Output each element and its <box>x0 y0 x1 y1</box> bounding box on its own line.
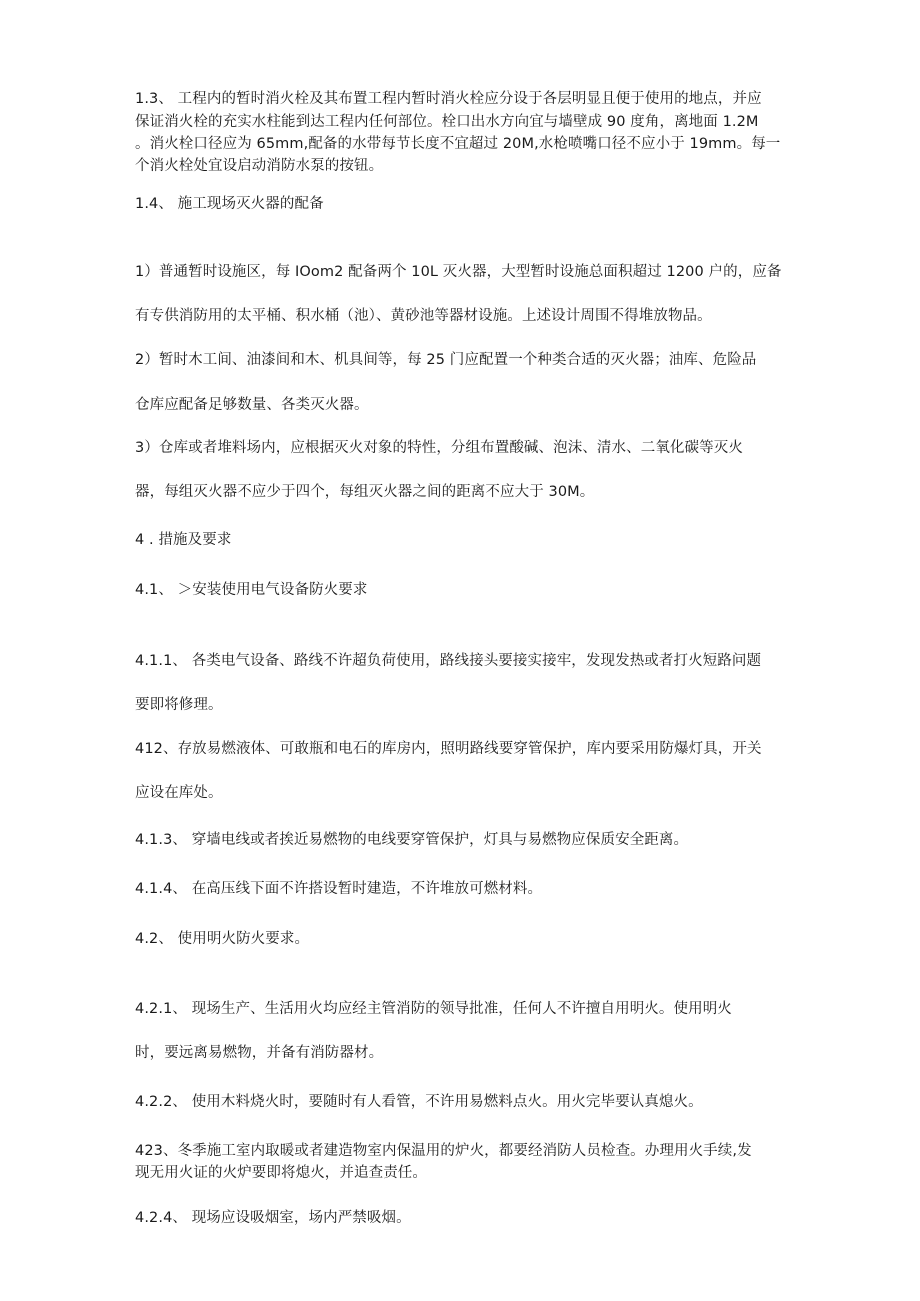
heading-4-1: 4.1、 ＞安装使用电气设备防火要求 <box>135 582 368 598</box>
paragraph-4-1-4: 4.1.4、 在高压线下面不许搭设暂时建造，不许堆放可燃材料。 <box>135 881 543 897</box>
paragraph-423-line-2: 现无用火证的火炉要即将熄火，并追查责任。 <box>135 1165 427 1181</box>
item-3-line-1: 3）仓库或者堆料场内，应根据灭火对象的特性，分组布置酸碱、泡沫、清水、二氧化碳等灭火 <box>135 440 743 456</box>
paragraph-4-1-3: 4.1.3、 穿墙电线或者挨近易燃物的电线要穿管保护，灯具与易燃物应保质安全距离。 <box>135 832 689 848</box>
paragraph-412-line-2: 应设在库处。 <box>135 785 223 801</box>
item-3-line-2: 器，每组灭火器不应少于四个，每组灭火器之间的距离不应大于 30M。 <box>135 484 595 500</box>
paragraph-412-line-1: 412、存放易燃液体、可敢瓶和电石的库房内，照明路线要穿管保护，库内要采用防爆灯具，开关 <box>135 741 762 757</box>
paragraph-4-1-1-line-2: 要即将修理。 <box>135 697 223 713</box>
item-2-line-2: 仓库应配备足够数量、各类灭火器。 <box>135 397 369 413</box>
item-2-line-1: 2）暂时木工间、油漆间和木、机具间等，每 25 门应配置一个种类合适的灭火器；油库、危险品 <box>135 352 757 368</box>
paragraph-1-3-line-1: 1.3、 工程内的暂时消火栓及其布置工程内暂时消火栓应分设于各层明显且便于使用的地点，并应 <box>135 91 762 107</box>
heading-1-4: 1.4、 施工现场灭火器的配备 <box>135 196 324 212</box>
paragraph-4-2-1-line-1: 4.2.1、 现场生产、生活用火均应经主管消防的领导批准，任何人不许擅自用明火。使用明火 <box>135 1001 732 1017</box>
paragraph-1-3-line-4: 个消火栓处宜设启动消防水泵的按钮。 <box>135 158 384 174</box>
paragraph-4-1-1-line-1: 4.1.1、 各类电气设备、路线不许超负荷使用，路线接头要接实接牢，发现发热或者打火短路问题 <box>135 653 762 669</box>
paragraph-4-2-1-line-2: 时，要远离易燃物，并备有消防器材。 <box>135 1045 384 1061</box>
paragraph-4-2-4: 4.2.4、 现场应设吸烟室，场内严禁吸烟。 <box>135 1210 411 1226</box>
item-1-line-2: 有专供消防用的太平桶、积水桶（池）、黄砂池等器材设施。上述设计周围不得堆放物品。 <box>135 308 712 324</box>
heading-4-2: 4.2、 使用明火防火要求。 <box>135 931 310 947</box>
paragraph-1-3-line-3: 。消火栓口径应为 65mm,配备的水带每节长度不宜超过 20M,水枪喷嘴口径不应小于 19mm。每一 <box>135 136 781 152</box>
paragraph-4-2-2: 4.2.2、 使用木料烧火时，要随时有人看管，不许用易燃料点火。用火完毕要认真熄火。 <box>135 1094 703 1110</box>
paragraph-1-3-line-2: 保证消火栓的充实水柱能到达工程内任何部位。栓口出水方向宜与墙壁成 90 度角，离地面 1.2M <box>135 114 759 130</box>
item-1-line-1: 1）普通暂时设施区，每 IOom2 配备两个 10L 灭火器，大型暂时设施总面积超过 1200 户的，应备 <box>135 264 782 280</box>
paragraph-423-line-1: 423、冬季施工室内取暖或者建造物室内保温用的炉火，都要经消防人员检查。办理用火手续,发 <box>135 1143 752 1159</box>
heading-4: 4 . 措施及要求 <box>135 532 232 548</box>
